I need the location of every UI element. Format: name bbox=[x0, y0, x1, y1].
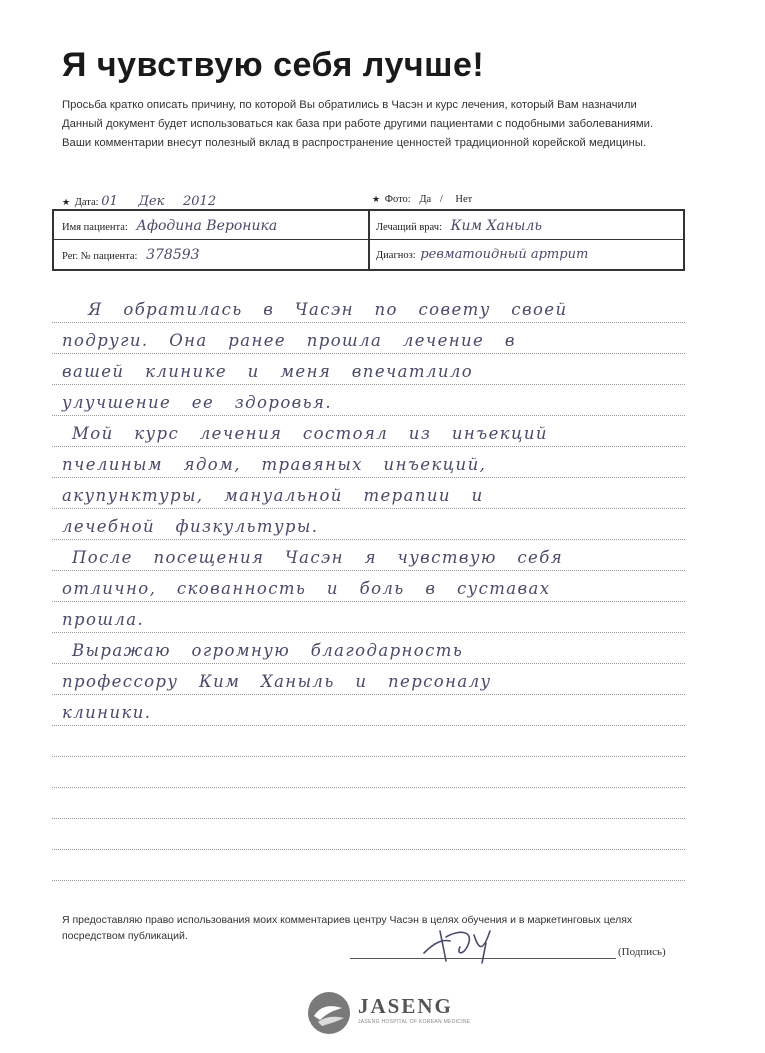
photo-label: Фото: bbox=[384, 194, 411, 205]
star-icon: ★ bbox=[62, 197, 71, 207]
testimonial-line: После посещения Часэн я чувствую себя bbox=[72, 548, 564, 567]
patient-name-cell bbox=[62, 218, 277, 234]
consent-line: посредством публикаций. bbox=[62, 930, 188, 942]
consent-line: Я предоставляю право использования моих комментариев центру Часэн в целях обучения и в маркетинговых целях bbox=[62, 914, 633, 926]
reg-number-value: 378593 bbox=[146, 247, 200, 263]
patient-info-table bbox=[52, 209, 685, 271]
intro-line: Просьба кратко описать причину, по которой Вы обратились в Часэн и курс лечения, который Вам назначили bbox=[62, 99, 637, 111]
diagnosis-cell bbox=[376, 247, 588, 262]
reg-number-label: Рег. № пациента: bbox=[62, 251, 138, 262]
doctor-value: Ким Ханыль bbox=[450, 218, 542, 234]
photo-separator: / bbox=[439, 194, 443, 205]
testimonial-line: прошла. bbox=[62, 610, 145, 629]
intro-line: Ваши комментарии внесут полезный вклад в распространение ценностей традиционной корейской медицины. bbox=[62, 137, 646, 149]
page-title: Я чувствую себя лучше! bbox=[62, 46, 485, 84]
testimonial-line: Выражаю огромную благодарность bbox=[72, 641, 464, 660]
patient-name-label: Имя пациента: bbox=[62, 222, 128, 233]
doctor-cell bbox=[376, 218, 542, 234]
photo-yes: Да bbox=[419, 194, 432, 205]
intro-text bbox=[62, 96, 702, 153]
testimonial-line: подруги. Она ранее прошла лечение в bbox=[62, 331, 516, 350]
intro-line: Данный документ будет использоваться как база при работе другими пациентами с подобными заболеваниями. bbox=[62, 118, 654, 130]
date-day: 01 bbox=[101, 194, 118, 209]
testimonial-line: лечебной физкультуры. bbox=[62, 517, 319, 536]
testimonial-line: вашей клинике и меня впечатлило bbox=[62, 362, 474, 381]
testimonial-line: Я обратилась в Часэн по совету своей bbox=[88, 300, 568, 319]
signature-label: (Подпись) bbox=[618, 946, 666, 958]
date-label: Дата: bbox=[74, 197, 99, 208]
testimonial-line: отлично, скованность и боль в суставах bbox=[62, 579, 551, 598]
diagnosis-value: ревматоидный артрит bbox=[420, 247, 589, 262]
logo-subtitle: JASENG HOSPITAL OF KOREAN MEDICINE bbox=[358, 1019, 471, 1025]
date-month: Дек bbox=[138, 194, 165, 209]
signature-mark bbox=[420, 925, 510, 965]
diagnosis-label: Диагноз: bbox=[376, 250, 416, 261]
consent-text bbox=[62, 912, 632, 944]
doctor-label: Лечащий врач: bbox=[376, 222, 442, 233]
testimonial-line: профессору Ким Ханыль и персоналу bbox=[62, 672, 492, 691]
testimonial-line: клиники. bbox=[62, 703, 152, 722]
star-icon: ★ bbox=[372, 194, 381, 204]
date-row bbox=[62, 194, 216, 209]
photo-no: Нет bbox=[455, 194, 473, 205]
testimonial-line: улучшение ее здоровья. bbox=[62, 393, 333, 412]
reg-number-cell bbox=[62, 247, 200, 263]
logo-wordmark: JASENG bbox=[358, 994, 453, 1018]
testimonial-line: Мой курс лечения состоял из инъекций bbox=[72, 424, 548, 443]
photo-row bbox=[372, 194, 472, 205]
jaseng-logo-icon bbox=[306, 990, 352, 1036]
patient-name-value: Афодина Вероника bbox=[136, 218, 278, 234]
testimonial-line: акупунктуры, мануальной терапии и bbox=[62, 486, 484, 505]
date-year: 2012 bbox=[183, 194, 217, 209]
testimonial-line: пчелиным ядом, травяных инъекций, bbox=[62, 455, 487, 474]
signature-line bbox=[350, 958, 616, 959]
